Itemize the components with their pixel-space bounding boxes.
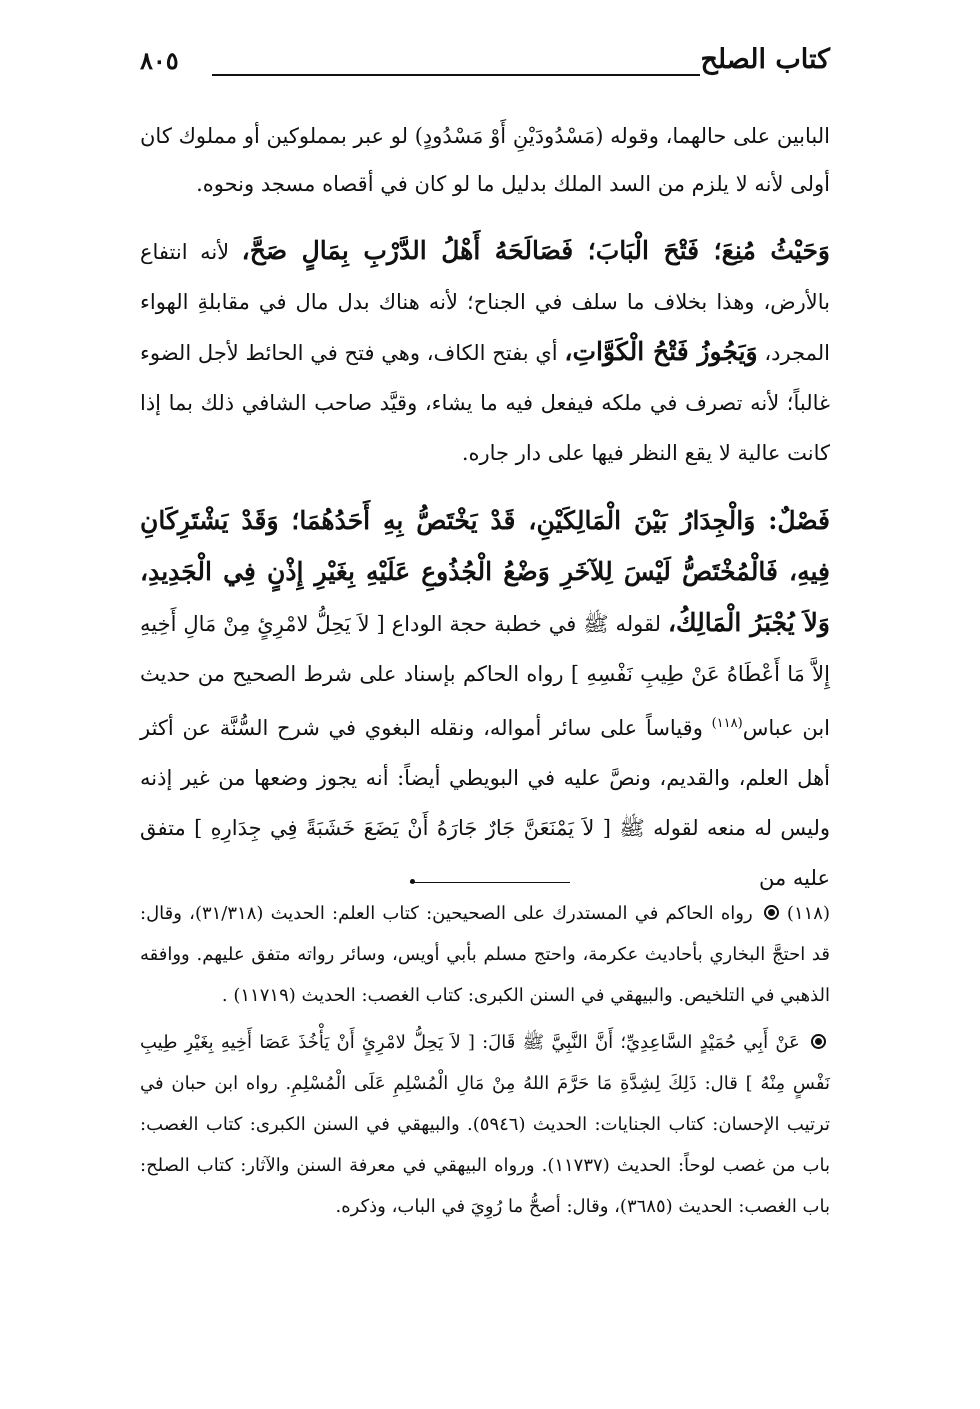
running-title: كتاب الصلح [700, 44, 830, 75]
main-text [140, 112, 830, 903]
commentary-text: ] متفق عليه من [140, 816, 830, 890]
footnote-text: رواه ابن حبان في ترتيب الإحسان: كتاب الجنايات: الحديث (٥٩٤٦). والبيهقي في السنن الكبرى: كتاب الغصب: باب من غصب لوحاً: الحديث (١١٧٣٧). ورواه البيهقي في معرفة السنن والآثار: كتاب الصلح: باب الغصب: الحديث (٣٦٨٥)، وقال: أصحُّ ما رُوِيَ في الباب، وذكره. [140, 1073, 830, 1217]
footnote-text: رواه الحاكم في المستدرك على الصحيحين: كتاب العلم: الحديث (٣١/٣١٨)، وقال: قد احتجَّ البخاري بأحاديث عكرمة، واحتج مسلم بأبي أويس، وسائر رواته متفق عليهم. ووافقه الذهبي في التلخيص. والبيهقي في السنن الكبرى: كتاب الغصب: الحديث (١١٧١٩) . [140, 903, 830, 1006]
footnote-continuation [140, 1022, 830, 1227]
paragraph-2 [140, 226, 830, 478]
footnote-ref: (١١٨) [711, 716, 743, 731]
commentary-text: وقياساً على سائر أمواله، ونقله البغوي في شرح السُّنَّة عن أكثر أهل العلم، والقديم، ونصَّ عليه في البويطي أيضاً: أنه يجوز وضعها من غير إذنه وليس له منعه لقوله ﷺ [ [140, 716, 830, 840]
hadith-quote: لاَ يَمْنَعَنَّ جَارٌ جَارَهُ أَنْ يَضَعَ خَشَبَةً فِي جِدَارِهِ [210, 816, 595, 840]
page-header [140, 44, 830, 88]
commentary-text: ] رواه الحاكم بإسناد على شرط الصحيح من حديث ابن عباس [140, 662, 830, 740]
commentary-text: لقوله ﷺ في خطبة حجة الوداع [ [369, 612, 668, 636]
page-number: ٨٠٥ [140, 46, 179, 75]
footnote-118 [140, 893, 830, 1016]
header-rule [212, 74, 700, 76]
commentary-text: أي بفتح الكاف، وهي فتح في الحائط لأجل الضوء غالباً؛ لأنه تصرف في ملكه فيفعل فيه ما يشاء، وقيَّد صاحب الشافي ذلك بما إذا كانت عالية لا يقع النظر فيها على دار جاره. [140, 341, 830, 465]
hadith-quote: لاَ يَحِلُّ لامْرِئٍ مِنْ مَالِ أَخِيهِ إِلاَّ مَا أَعْطَاهُ عَنْ طِيبِ نَفْسِهِ [140, 612, 830, 686]
matn-text: وَيَجُوزُ فَتْحُ الْكَوَّاتِ، [564, 337, 758, 366]
footnote-divider [410, 882, 570, 883]
paragraph-1: البابين على حالهما، وقوله (مَسْدُودَيْنِ أَوْ مَسْدُودٍ) لو عبر بمملوكين أو مملوك كان أولى لأنه لا يلزم من السد الملك بدليل ما لو كان في أقصاه مسجد ونحوه. [140, 124, 830, 196]
matn-text: وَحَيْثُ مُنِعَ؛ فَتْحَ الْبَابَ؛ فَصَالَحَهُ أَهْلُ الدَّرْبِ بِمَالٍ صَحَّ، [241, 236, 830, 265]
paragraph-3 [140, 496, 830, 903]
commentary-text: لأنه انتفاع بالأرض، وهذا بخلاف ما سلف في الجناح؛ لأنه هناك بدل مال في مقابلةِ الهواء المجرد، [140, 240, 831, 365]
footnote-hadith: عَنْ أَبِي حُمَيْدٍ السَّاعِدِيِّ؛ أَنَّ النَّبِيَّ ﷺ قَالَ: [ لاَ يَحِلُّ لامْرِئٍ أَنْ يَأْخُذَ عَصَا أَخِيهِ بِغَيْرِ طِيبِ نَفْسٍ مِنْهُ ] قال: ذَلِكَ لِشِدَّةِ مَا حَرَّمَ اللهُ مِنْ مَالِ الْمُسْلِمِ عَلَى الْمُسْلِمِ. [140, 1032, 830, 1094]
section-matn: فَصْلٌ: وَالْجِدَارُ بَيْنَ الْمَالِكَيْنِ، قَدْ يَخْتَصُّ بِهِ أَحَدُهُمَا؛ وَقَدْ يَشْتَرِكَانِ فِيهِ، فَالْمُخْتَصُّ لَيْسَ لِلآخَرِ وَضْعُ الْجُذُوعِ عَلَيْهِ بِغَيْرِ إِذْنٍ فِي الْجَدِيدِ، وَلاَ يُجْبَرُ الْمَالِكُ، [140, 506, 830, 637]
bullet-icon [764, 905, 779, 920]
footnote-label: (١١٨) [786, 903, 830, 924]
footnotes [140, 893, 830, 1227]
bullet-icon [811, 1034, 826, 1049]
